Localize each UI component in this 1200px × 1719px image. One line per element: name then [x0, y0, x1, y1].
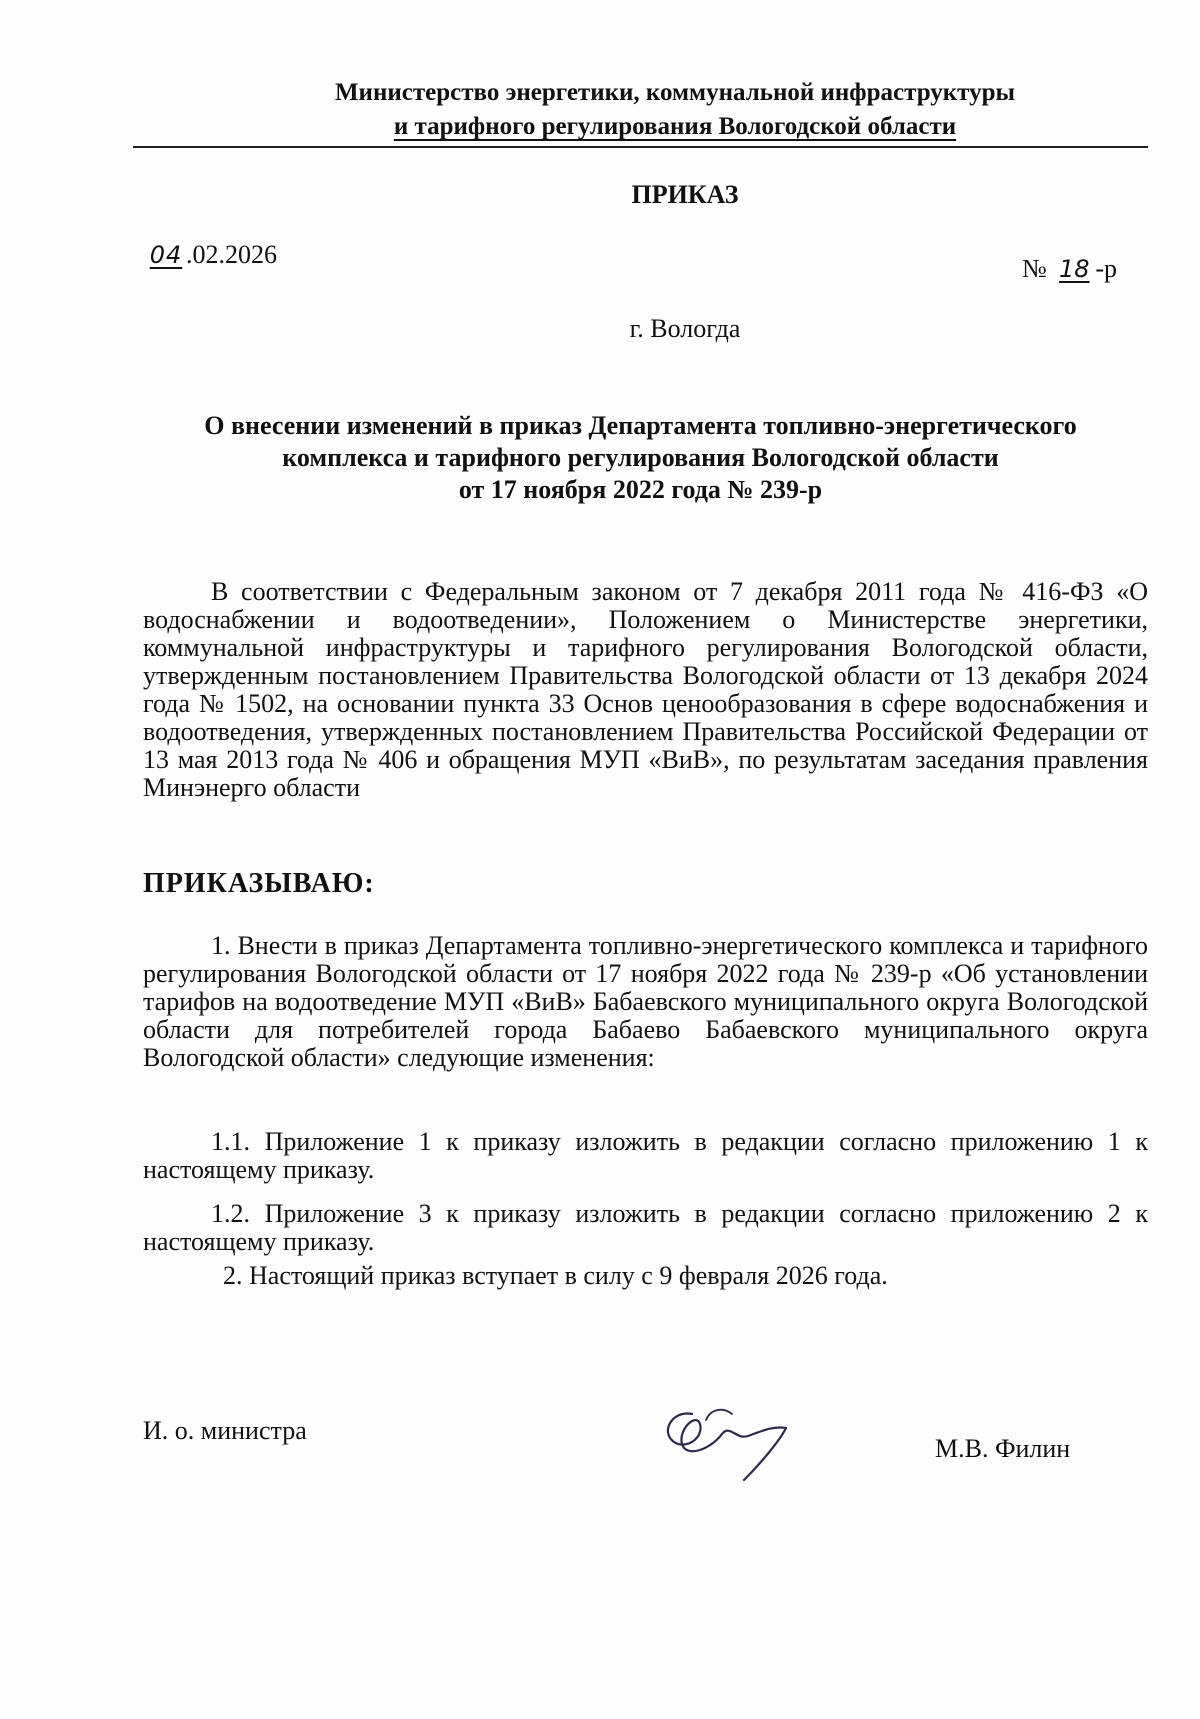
ministry-name-line1: Министерство энергетики, коммунальной инфраструктуры — [334, 79, 1016, 106]
order-item-2: 2. Настоящий приказ вступает в силу с 9 февраля 2026 года. — [223, 1261, 888, 1290]
ministry-name-line2: и тарифного регулирования Вологодской области — [393, 113, 957, 140]
subject-line3: от 17 ноября 2022 года № 239-р — [458, 475, 823, 504]
handwritten-signature — [652, 1380, 832, 1490]
ministry-header — [0, 76, 1200, 144]
document-title: ПРИКАЗ — [631, 180, 739, 209]
preamble-paragraph: В соответствии с Федеральным законом от 7 декабря 2011 года № 416-ФЗ «О водоснабжении и водоотведении», Положением о Министерстве энергетики, коммунальной инфраструктуры и тарифного регулирования Вологодской области, утвержденным постановлением Правительства Вологодской области от 13 декабря 2024 года № 1502, на основании пункта 33 Основ ценообразования в сфере водоснабжения и водоотведения, утвержденных постановлением Правительства Российской Федерации от 13 мая 2013 года № 406 и обращения МУП «ВиВ», по результатам заседания правления Минэнерго области — [143, 577, 1148, 802]
order-date-rest: .02.2026 — [186, 240, 277, 269]
signer-name: М.В. Филин — [935, 1434, 1071, 1463]
subject-line2: комплекса и тарифного регулирования Вологодской области — [282, 443, 999, 472]
order-city: г. Вологда — [629, 314, 741, 343]
order-subject — [133, 410, 1148, 506]
order-item-1-1: 1.1. Приложение 1 к приказу изложить в редакции согласно приложению 1 к настоящему приказу. — [143, 1127, 1148, 1184]
subject-line1: О внесении изменений в приказ Департамента топливно-энергетического — [204, 411, 1077, 440]
order-date — [146, 240, 277, 270]
order-date-day: 04 — [149, 241, 183, 269]
header-divider — [133, 146, 1148, 148]
order-item-1-2: 1.2. Приложение 3 к приказу изложить в редакции согласно приложению 2 к настоящему приказу. — [143, 1199, 1148, 1256]
directive-heading: ПРИКАЗЫВАЮ: — [143, 868, 375, 899]
signer-role: И. о. министра — [143, 1416, 307, 1445]
order-item-1: 1. Внести в приказ Департамента топливно-энергетического комплекса и тарифного регулирования Вологодской области от 17 ноября 2022 года № 239-р «Об установлении тарифов на водоотведение МУП «ВиВ» Бабаевского муниципального округа Вологодской области для потребителей города Бабаево Бабаевского муниципального округа Вологодской области» следующие изменения: — [143, 931, 1148, 1072]
order-number-suffix: -р — [1095, 254, 1117, 283]
order-number-prefix: № — [1022, 254, 1047, 283]
order-number-value: 18 — [1059, 255, 1090, 283]
order-number — [1022, 254, 1117, 284]
